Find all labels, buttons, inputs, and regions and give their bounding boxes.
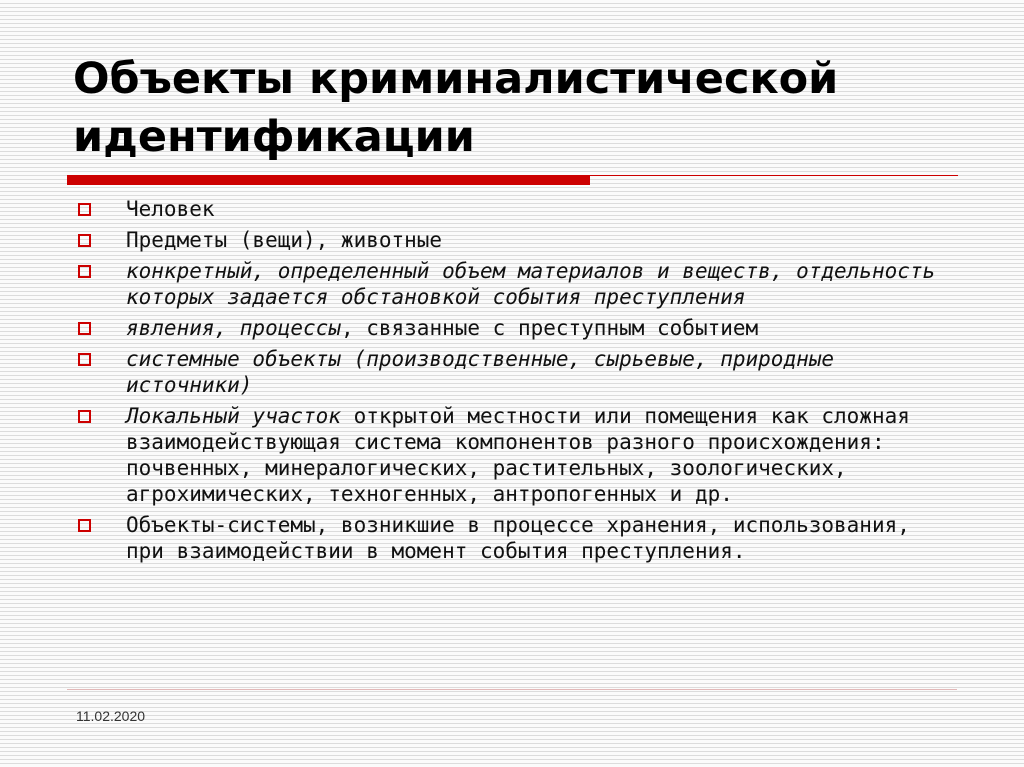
list-item <box>73 403 953 507</box>
bullet-text: Человек <box>126 197 215 221</box>
hollow-square-bullet-icon <box>78 519 91 532</box>
hollow-square-bullet-icon <box>78 265 91 278</box>
bullet-text: , связанные с преступным событием <box>340 316 759 340</box>
hollow-square-bullet-icon <box>78 353 91 366</box>
slide-title-line-2: идентификации <box>73 112 475 162</box>
footer-date: 11.02.2020 <box>76 708 146 724</box>
list-item <box>73 196 953 222</box>
bullet-text-italic: конкретный, определенный объем материалов и веществ, отдельность которых задается обстановкой события преступления <box>126 259 936 309</box>
list-item <box>73 227 953 253</box>
bullet-text: Предметы (вещи), животные <box>126 228 443 252</box>
hollow-square-bullet-icon <box>78 203 91 216</box>
bullet-text-italic: системные объекты (производственные, сырьевые, природные источники) <box>126 347 835 397</box>
hollow-square-bullet-icon <box>78 410 91 423</box>
list-item <box>73 512 953 564</box>
bullet-list <box>73 196 953 569</box>
hollow-square-bullet-icon <box>78 234 91 247</box>
title-divider-thin <box>590 175 958 176</box>
bullet-text-italic: явления, процессы <box>126 316 341 340</box>
bullet-text: Объекты-системы, возникшие в процессе хранения, использования, при взаимодействии в момент события преступления. <box>126 513 910 563</box>
slide-title-line-1: Объекты криминалистической <box>73 54 839 104</box>
list-item <box>73 346 953 398</box>
bullet-text: открытой местности или помещения как сложная взаимодействующая система компонентов разного происхождения: почвенных, минералогических, растительных, зоологических, агрохимических, техногенных, антропогенных и др. <box>126 404 910 506</box>
bullet-text-italic: Локальный участок <box>126 404 341 428</box>
slide-title <box>73 50 973 166</box>
title-divider-thick <box>67 175 590 185</box>
hollow-square-bullet-icon <box>78 322 91 335</box>
list-item <box>73 315 953 341</box>
footer-divider <box>67 689 957 690</box>
list-item <box>73 258 953 310</box>
